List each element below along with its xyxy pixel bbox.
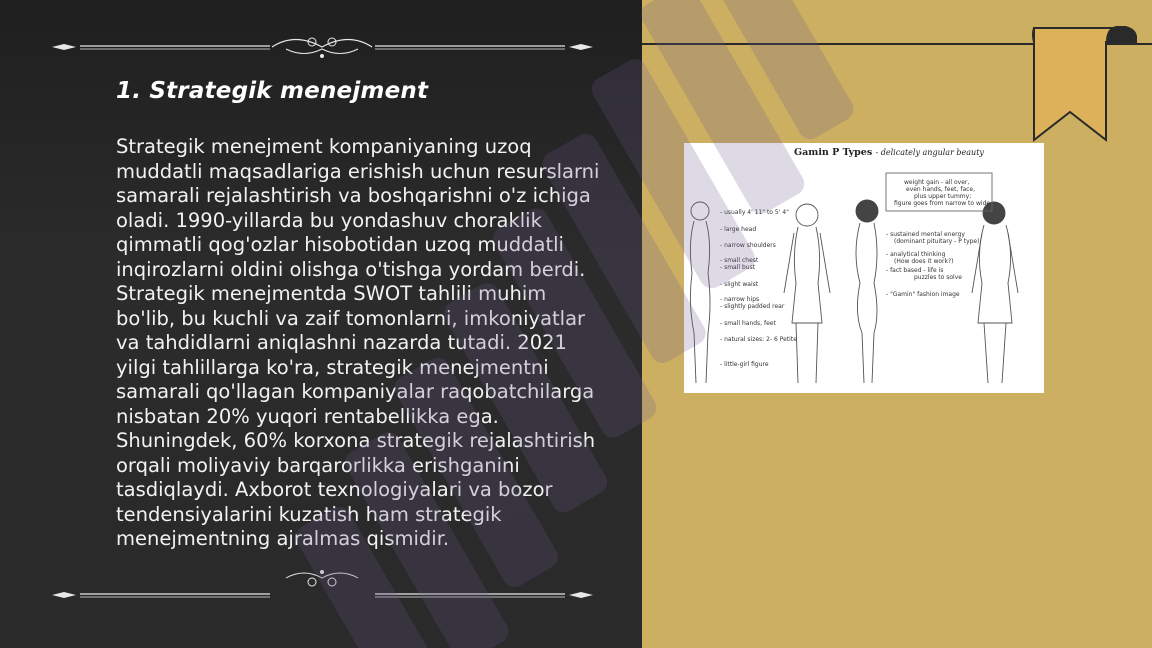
figure-left-label: - narrow hips <box>720 296 760 303</box>
bookmark-ribbon-icon <box>1032 24 1142 144</box>
figure-left-label: - usually 4' 11" to 5' 4" <box>720 209 789 216</box>
figure-right-label: plus upper tummy; <box>914 193 972 200</box>
figure-right-label: - fact based - life is <box>886 267 944 274</box>
top-ornamental-divider-icon <box>50 30 595 60</box>
bottom-ornamental-divider-icon <box>50 568 595 598</box>
figure-right-label: - sustained mental energy <box>886 231 965 238</box>
figure-right-label: figure goes from narrow to wide <box>894 200 991 207</box>
gamin-body-type-figure <box>684 143 1044 393</box>
figure-title <box>794 147 984 158</box>
figure-left-label: - slightly padded rear <box>720 303 785 310</box>
figure-right-label: puzzles to solve <box>914 274 962 281</box>
figure-left-label: - little-girl figure <box>720 361 769 368</box>
figure-right-label: (How does it work?) <box>894 258 954 265</box>
figure-left-label: - small bust <box>720 264 756 271</box>
figure-left-label: - large head <box>720 226 757 233</box>
figure-right-label: - "Gamin" fashion image <box>886 291 960 298</box>
figure-left-label: - narrow shoulders <box>720 242 776 249</box>
figure-left-label: - small chest <box>720 257 759 264</box>
slide-title: 1. Strategik menejment <box>116 78 429 104</box>
figure-left-label: - slight waist <box>720 281 759 288</box>
figure-left-label: - small hands, feet <box>720 320 776 327</box>
figure-subtitle: - delicately angular beauty <box>875 148 984 157</box>
slide-body-text: Strategik menejment kompaniyaning uzoq muddatli maqsadlariga erishish uchun resurslarni samarali rejalashtirish va boshqarishni o'z ichiga oladi. 1990-yillarda bu yondashuv choraklik qimmatli qog'ozlar hisobotidan uzoq muddatli inqirozlarni oldini olishga o'tishga yordam berdi. Strategik menejmentda SWOT tahlili muhim bo'lib, bu kuchli va zaif tomonlarni, imkoniyatlar va tahdidlarni aniqlashni nazarda tutadi. 2021 yilgi tahlillarga ko'ra, strategik menejmentni samarali qo'llagan kompaniyalar raqobatchilarga nisbatan 20% yuqori rentabellikka ega. Shuningdek, 60% korxona strategik rejalashtirish orqali moliyaviy barqarorlikka erishganini tasdiqlaydi. Axborot texnologiyalari va bozor tendensiyalarini kuzatish ham strategik menejmentning ajralmas qismidir. <box>116 135 600 550</box>
figure-left-label: - natural sizes: 2- 6 Petite <box>720 336 797 343</box>
figure-right-label: - analytical thinking <box>886 251 946 258</box>
figure-right-label: weight gain - all over, <box>904 179 970 186</box>
figure-right-label: (dominant pituitary - P type) <box>894 238 980 245</box>
figure-right-label: even hands, feet, face, <box>906 186 976 193</box>
figure-title-text: Gamin P Types <box>794 147 873 158</box>
